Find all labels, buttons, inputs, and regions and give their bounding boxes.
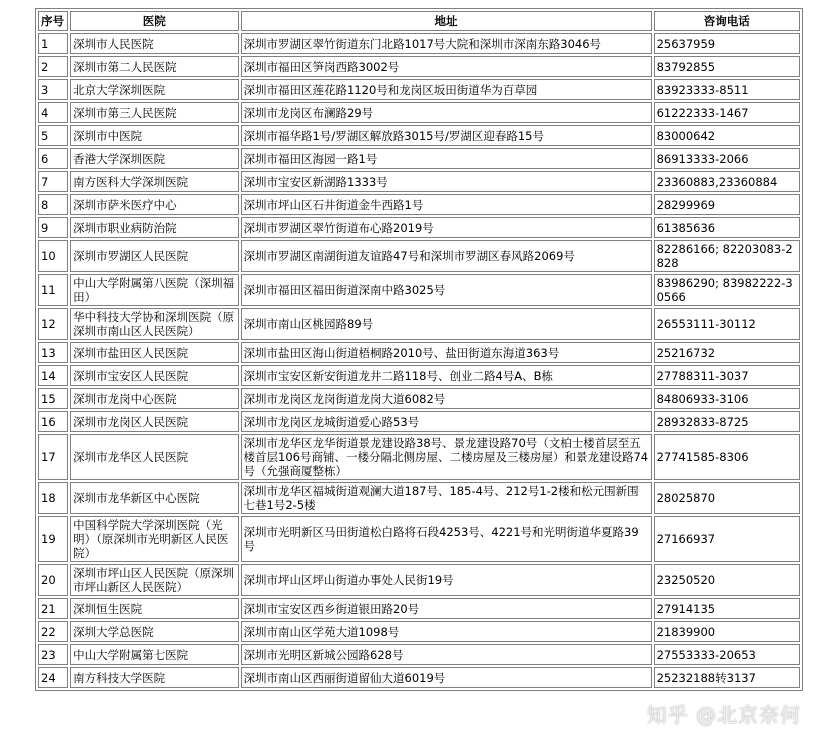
row-number: 18 — [38, 482, 68, 514]
hospital-name: 南方科技大学医院 — [70, 667, 238, 688]
hospital-phone: 28299969 — [654, 194, 800, 215]
row-number: 20 — [38, 564, 68, 596]
hospital-phone: 27788311-3037 — [654, 365, 800, 386]
row-number: 17 — [38, 434, 68, 480]
row-number: 3 — [38, 79, 68, 100]
hospital-name: 深圳市第三人民医院 — [70, 102, 238, 123]
hospital-name: 南方医科大学深圳医院 — [70, 171, 238, 192]
hospital-address: 深圳市光明区新城公园路628号 — [241, 644, 652, 665]
hospital-address: 深圳市南山区桃园路89号 — [241, 308, 652, 340]
hospital-phone: 27741585-8306 — [654, 434, 800, 480]
hospital-name: 中山大学附属第七医院 — [70, 644, 238, 665]
table-row — [38, 240, 800, 272]
hospital-phone: 82286166; 82203083-2828 — [654, 240, 800, 272]
row-number: 14 — [38, 365, 68, 386]
hospital-phone: 25637959 — [654, 33, 800, 54]
hospital-phone: 26553111-30112 — [654, 308, 800, 340]
hospital-phone: 25232188转3137 — [654, 667, 800, 688]
hospital-address: 深圳市坪山区石井街道金牛西路1号 — [241, 194, 652, 215]
row-number: 21 — [38, 598, 68, 619]
hospital-phone: 83986290; 83982222-30566 — [654, 274, 800, 306]
row-number: 19 — [38, 516, 68, 562]
hospital-address: 深圳市南山区学苑大道1098号 — [241, 621, 652, 642]
hospital-phone: 21839900 — [654, 621, 800, 642]
hospital-phone: 84806933-3106 — [654, 388, 800, 409]
hospital-address: 深圳市龙岗区龙岗街道龙岗大道6082号 — [241, 388, 652, 409]
hospital-address: 深圳市南山区西丽街道留仙大道6019号 — [241, 667, 652, 688]
hospital-address: 深圳市福田区福田街道深南中路3025号 — [241, 274, 652, 306]
row-number: 23 — [38, 644, 68, 665]
hospital-name: 深圳市龙岗中心医院 — [70, 388, 238, 409]
hospital-address: 深圳市坪山区坪山街道办事处人民街19号 — [241, 564, 652, 596]
table-row — [38, 125, 800, 146]
table-row — [38, 564, 800, 596]
hospital-address: 深圳市盐田区海山街道梧桐路2010号、盐田街道东海道363号 — [241, 342, 652, 363]
hospital-address: 深圳市福田区莲花路1120号和龙岗区坂田街道华为百草园 — [241, 79, 652, 100]
table-row — [38, 365, 800, 386]
table-row — [38, 194, 800, 215]
table-row — [38, 102, 800, 123]
hospital-address: 深圳市龙华区龙华街道景龙建设路38号、景龙建设路70号（文柏士楼首层至五楼首层106号商铺、一楼分隔北侧房屋、二楼房屋及三楼房屋）和景龙建设路74号（允强商厦整栋） — [241, 434, 652, 480]
hospital-address: 深圳市龙岗区龙城街道爱心路53号 — [241, 411, 652, 432]
hospital-name: 深圳市龙华区人民医院 — [70, 434, 238, 480]
hospital-address: 深圳市罗湖区南湖街道友谊路47号和深圳市罗湖区春风路2069号 — [241, 240, 652, 272]
row-number: 9 — [38, 217, 68, 238]
hospital-address: 深圳市光明新区马田街道松白路将石段4253号、4221号和光明街道华夏路39号 — [241, 516, 652, 562]
row-number: 8 — [38, 194, 68, 215]
row-number: 13 — [38, 342, 68, 363]
hospital-name: 深圳大学总医院 — [70, 621, 238, 642]
hospital-name: 中国科学院大学深圳医院（光明）（原深圳市光明新区人民医院） — [70, 516, 238, 562]
hospital-phone: 83792855 — [654, 56, 800, 77]
header-address: 地址 — [241, 11, 652, 31]
watermark: 知乎 @北京奈何 — [646, 703, 801, 727]
hospital-address: 深圳市福田区笋岗西路3002号 — [241, 56, 652, 77]
hospital-address: 深圳市龙华区福城街道观澜大道187号、185-4号、212号1-2楼和松元围新围七巷1号2-5楼 — [241, 482, 652, 514]
hospital-address: 深圳市福田区海园一路1号 — [241, 148, 652, 169]
hospital-phone: 83000642 — [654, 125, 800, 146]
table-row — [38, 411, 800, 432]
table-body — [38, 33, 800, 688]
hospital-phone: 61385636 — [654, 217, 800, 238]
table-row — [38, 482, 800, 514]
table-row — [38, 342, 800, 363]
hospital-name: 深圳市盐田区人民医院 — [70, 342, 238, 363]
table-row — [38, 598, 800, 619]
hospital-address: 深圳市龙岗区布澜路29号 — [241, 102, 652, 123]
hospital-name: 深圳市人民医院 — [70, 33, 238, 54]
table-row — [38, 171, 800, 192]
hospital-phone: 27553333-20653 — [654, 644, 800, 665]
table-row — [38, 434, 800, 480]
row-number: 7 — [38, 171, 68, 192]
row-number: 15 — [38, 388, 68, 409]
hospital-name: 深圳市龙华新区中心医院 — [70, 482, 238, 514]
table-row — [38, 217, 800, 238]
row-number: 2 — [38, 56, 68, 77]
hospital-phone: 27166937 — [654, 516, 800, 562]
hospital-phone: 28932833-8725 — [654, 411, 800, 432]
hospital-name: 华中科技大学协和深圳医院（原深圳市南山区人民医院） — [70, 308, 238, 340]
row-number: 6 — [38, 148, 68, 169]
row-number: 4 — [38, 102, 68, 123]
hospital-name: 深圳市第二人民医院 — [70, 56, 238, 77]
table-row — [38, 308, 800, 340]
header-hospital: 医院 — [70, 11, 238, 31]
hospital-phone: 23360883,23360884 — [654, 171, 800, 192]
hospital-table — [35, 8, 803, 691]
hospital-name: 深圳市宝安区人民医院 — [70, 365, 238, 386]
row-number: 11 — [38, 274, 68, 306]
table-row — [38, 644, 800, 665]
hospital-name: 深圳市职业病防治院 — [70, 217, 238, 238]
hospital-name: 香港大学深圳医院 — [70, 148, 238, 169]
hospital-name: 北京大学深圳医院 — [70, 79, 238, 100]
header-phone: 咨询电话 — [654, 11, 800, 31]
table-row — [38, 274, 800, 306]
hospital-phone: 27914135 — [654, 598, 800, 619]
hospital-phone: 23250520 — [654, 564, 800, 596]
hospital-name: 中山大学附属第八医院（深圳福田） — [70, 274, 238, 306]
hospital-address: 深圳市宝安区西乡街道银田路20号 — [241, 598, 652, 619]
row-number: 12 — [38, 308, 68, 340]
table-row — [38, 516, 800, 562]
hospital-name: 深圳市萨米医疗中心 — [70, 194, 238, 215]
table-row — [38, 33, 800, 54]
hospital-name: 深圳恒生医院 — [70, 598, 238, 619]
row-number: 1 — [38, 33, 68, 54]
hospital-address: 深圳市罗湖区翠竹街道东门北路1017号大院和深圳市深南东路3046号 — [241, 33, 652, 54]
header-number: 序号 — [38, 11, 68, 31]
row-number: 16 — [38, 411, 68, 432]
row-number: 22 — [38, 621, 68, 642]
hospital-address: 深圳市福华路1号/罗湖区解放路3015号/罗湖区迎春路15号 — [241, 125, 652, 146]
hospital-name: 深圳市坪山区人民医院（原深圳市坪山新区人民医院） — [70, 564, 238, 596]
hospital-phone: 83923333-8511 — [654, 79, 800, 100]
hospital-name: 深圳市中医院 — [70, 125, 238, 146]
row-number: 24 — [38, 667, 68, 688]
row-number: 10 — [38, 240, 68, 272]
row-number: 5 — [38, 125, 68, 146]
hospital-phone: 25216732 — [654, 342, 800, 363]
hospital-phone: 86913333-2066 — [654, 148, 800, 169]
table-header-row — [38, 11, 800, 31]
table-row — [38, 621, 800, 642]
hospital-phone: 61222333-1467 — [654, 102, 800, 123]
hospital-name: 深圳市龙岗区人民医院 — [70, 411, 238, 432]
table-row — [38, 148, 800, 169]
table-row — [38, 388, 800, 409]
table-row — [38, 667, 800, 688]
hospital-phone: 28025870 — [654, 482, 800, 514]
hospital-address: 深圳市罗湖区翠竹街道布心路2019号 — [241, 217, 652, 238]
hospital-name: 深圳市罗湖区人民医院 — [70, 240, 238, 272]
hospital-address: 深圳市宝安区新湖路1333号 — [241, 171, 652, 192]
hospital-address: 深圳市宝安区新安街道龙井二路118号、创业二路4号A、B栋 — [241, 365, 652, 386]
table-row — [38, 56, 800, 77]
table-row — [38, 79, 800, 100]
